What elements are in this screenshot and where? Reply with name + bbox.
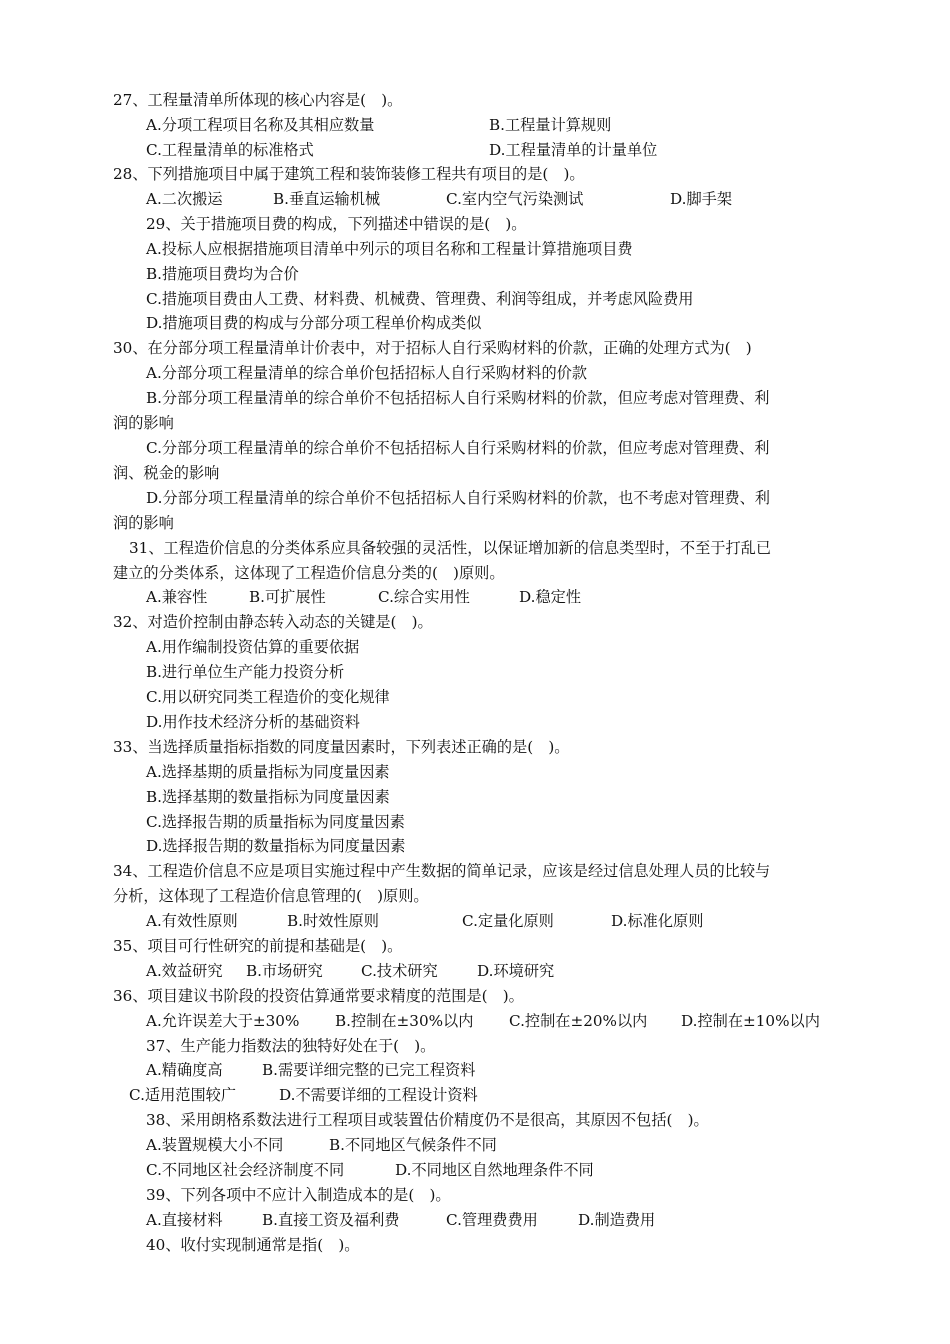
question-39-option-b: B.直接工资及福利费 xyxy=(262,1211,400,1229)
question-28-stem: 28、下列措施项目中属于建筑工程和装饰装修工程共有项目的是( )。 xyxy=(113,165,585,183)
question-32-option-d: D.用作技术经济分析的基础资料 xyxy=(146,713,360,731)
question-36-option-a: A.允许误差大于±30% xyxy=(146,1012,300,1030)
question-29-option-b: B.措施项目费均为合价 xyxy=(146,265,299,283)
question-31-option-b: B.可扩展性 xyxy=(249,588,326,606)
question-35-stem: 35、项目可行性研究的前提和基础是( )。 xyxy=(113,937,403,955)
question-29-option-d: D.措施项目费的构成与分部分项工程单价构成类似 xyxy=(146,314,482,332)
question-36-stem: 36、项目建议书阶段的投资估算通常要求精度的范围是( )。 xyxy=(113,987,524,1005)
question-39-option-c: C.管理费费用 xyxy=(446,1211,538,1229)
question-34-option-d: D.标准化原则 xyxy=(611,912,704,930)
question-39-option-d: D.制造费用 xyxy=(578,1211,656,1229)
question-33-stem: 33、当选择质量指标指数的同度量因素时，下列表述正确的是( )。 xyxy=(113,738,570,756)
question-30-option-a: A.分部分项工程量清单的综合单价包括招标人自行采购材料的价款 xyxy=(146,364,588,382)
question-37-option-d: D.不需要详细的工程设计资料 xyxy=(279,1086,478,1104)
question-38-option-d: D.不同地区自然地理条件不同 xyxy=(395,1161,594,1179)
question-33-option-d: D.选择报告期的数量指标为同度量因素 xyxy=(146,837,406,855)
question-31-option-a: A.兼容性 xyxy=(146,588,208,606)
question-37-option-a: A.精确度高 xyxy=(146,1061,223,1079)
question-27-option-a: A.分项工程项目名称及其相应数量 xyxy=(146,116,375,134)
question-29-option-a: A.投标人应根据措施项目清单中列示的项目名称和工程量计算措施项目费 xyxy=(146,240,633,258)
question-30-option-d-line-2: 润的影响 xyxy=(113,514,174,532)
question-38-option-b: B.不同地区气候条件不同 xyxy=(329,1136,497,1154)
question-40-stem: 40、收付实现制通常是指( )。 xyxy=(146,1236,360,1254)
question-39-stem: 39、下列各项中不应计入制造成本的是( )。 xyxy=(146,1186,451,1204)
question-33-option-b: B.选择基期的数量指标为同度量因素 xyxy=(146,788,390,806)
question-28-option-b: B.垂直运输机械 xyxy=(273,190,381,208)
question-31-stem-line-1: 31、工程造价信息的分类体系应具备较强的灵活性，以保证增加新的信息类型时，不至于打乱已 xyxy=(129,539,772,557)
question-38-stem: 38、采用朗格系数法进行工程项目或装置估价精度仍不是很高，其原因不包括( )。 xyxy=(146,1111,709,1129)
question-27-option-d: D.工程量清单的计量单位 xyxy=(489,141,658,159)
question-27-option-b: B.工程量计算规则 xyxy=(489,116,612,134)
question-36-option-c: C.控制在±20%以内 xyxy=(509,1012,648,1030)
question-28-option-c: C.室内空气污染测试 xyxy=(446,190,584,208)
question-37-stem: 37、生产能力指数法的独特好处在于( )。 xyxy=(146,1037,436,1055)
question-33-option-c: C.选择报告期的质量指标为同度量因素 xyxy=(146,813,405,831)
question-27-option-c: C.工程量清单的标准格式 xyxy=(146,141,314,159)
question-35-option-c: C.技术研究 xyxy=(361,962,438,980)
question-37-option-b: B.需要详细完整的已完工程资料 xyxy=(262,1061,476,1079)
question-30-option-d-line-1: D.分部分项工程量清单的综合单价不包括招标人自行采购材料的价款，也不考虑对管理费、利 xyxy=(146,489,770,507)
question-34-stem-line-2: 分析，这体现了工程造价信息管理的( )原则。 xyxy=(113,887,429,905)
question-34-stem-line-1: 34、工程造价信息不应是项目实施过程中产生数据的简单记录，应该是经过信息处理人员的比较与 xyxy=(113,862,771,880)
question-28-option-a: A.二次搬运 xyxy=(146,190,223,208)
question-30-option-b-line-1: B.分部分项工程量清单的综合单价不包括招标人自行采购材料的价款，但应考虑对管理费、利 xyxy=(146,389,770,407)
question-31-option-d: D.稳定性 xyxy=(519,588,582,606)
question-31-stem-line-2: 建立的分类体系，这体现了工程造价信息分类的( )原则。 xyxy=(113,564,505,582)
question-32-option-c: C.用以研究同类工程造价的变化规律 xyxy=(146,688,390,706)
question-38-option-c: C.不同地区社会经济制度不同 xyxy=(146,1161,345,1179)
question-27-stem: 27、工程量清单所体现的核心内容是( )。 xyxy=(113,91,403,109)
question-31-option-c: C.综合实用性 xyxy=(378,588,470,606)
question-28-option-d: D.脚手架 xyxy=(670,190,733,208)
question-35-option-d: D.环境研究 xyxy=(477,962,555,980)
question-29-option-c: C.措施项目费由人工费、材料费、机械费、管理费、利润等组成，并考虑风险费用 xyxy=(146,290,694,308)
question-30-stem: 30、在分部分项工程量清单计价表中，对于招标人自行采购材料的价款，正确的处理方式为( ) xyxy=(113,339,752,357)
question-36-option-d: D.控制在±10%以内 xyxy=(681,1012,820,1030)
question-34-option-c: C.定量化原则 xyxy=(462,912,554,930)
question-35-option-a: A.效益研究 xyxy=(146,962,223,980)
question-34-option-a: A.有效性原则 xyxy=(146,912,238,930)
question-32-option-b: B.进行单位生产能力投资分析 xyxy=(146,663,345,681)
question-30-option-c-line-1: C.分部分项工程量清单的综合单价不包括招标人自行采购材料的价款，但应考虑对管理费、利 xyxy=(146,439,770,457)
question-32-stem: 32、对造价控制由静态转入动态的关键是( )。 xyxy=(113,613,433,631)
question-32-option-a: A.用作编制投资估算的重要依据 xyxy=(146,638,360,656)
question-30-option-c-line-2: 润、税金的影响 xyxy=(113,464,220,482)
question-36-option-b: B.控制在±30%以内 xyxy=(335,1012,474,1030)
question-33-option-a: A.选择基期的质量指标为同度量因素 xyxy=(146,763,390,781)
question-39-option-a: A.直接材料 xyxy=(146,1211,223,1229)
question-34-option-b: B.时效性原则 xyxy=(287,912,379,930)
question-29-stem: 29、关于措施项目费的构成，下列描述中错误的是( )。 xyxy=(146,215,527,233)
question-38-option-a: A.装置规模大小不同 xyxy=(146,1136,284,1154)
question-35-option-b: B.市场研究 xyxy=(246,962,323,980)
question-30-option-b-line-2: 润的影响 xyxy=(113,414,174,432)
question-37-option-c: C.适用范围较广 xyxy=(129,1086,237,1104)
